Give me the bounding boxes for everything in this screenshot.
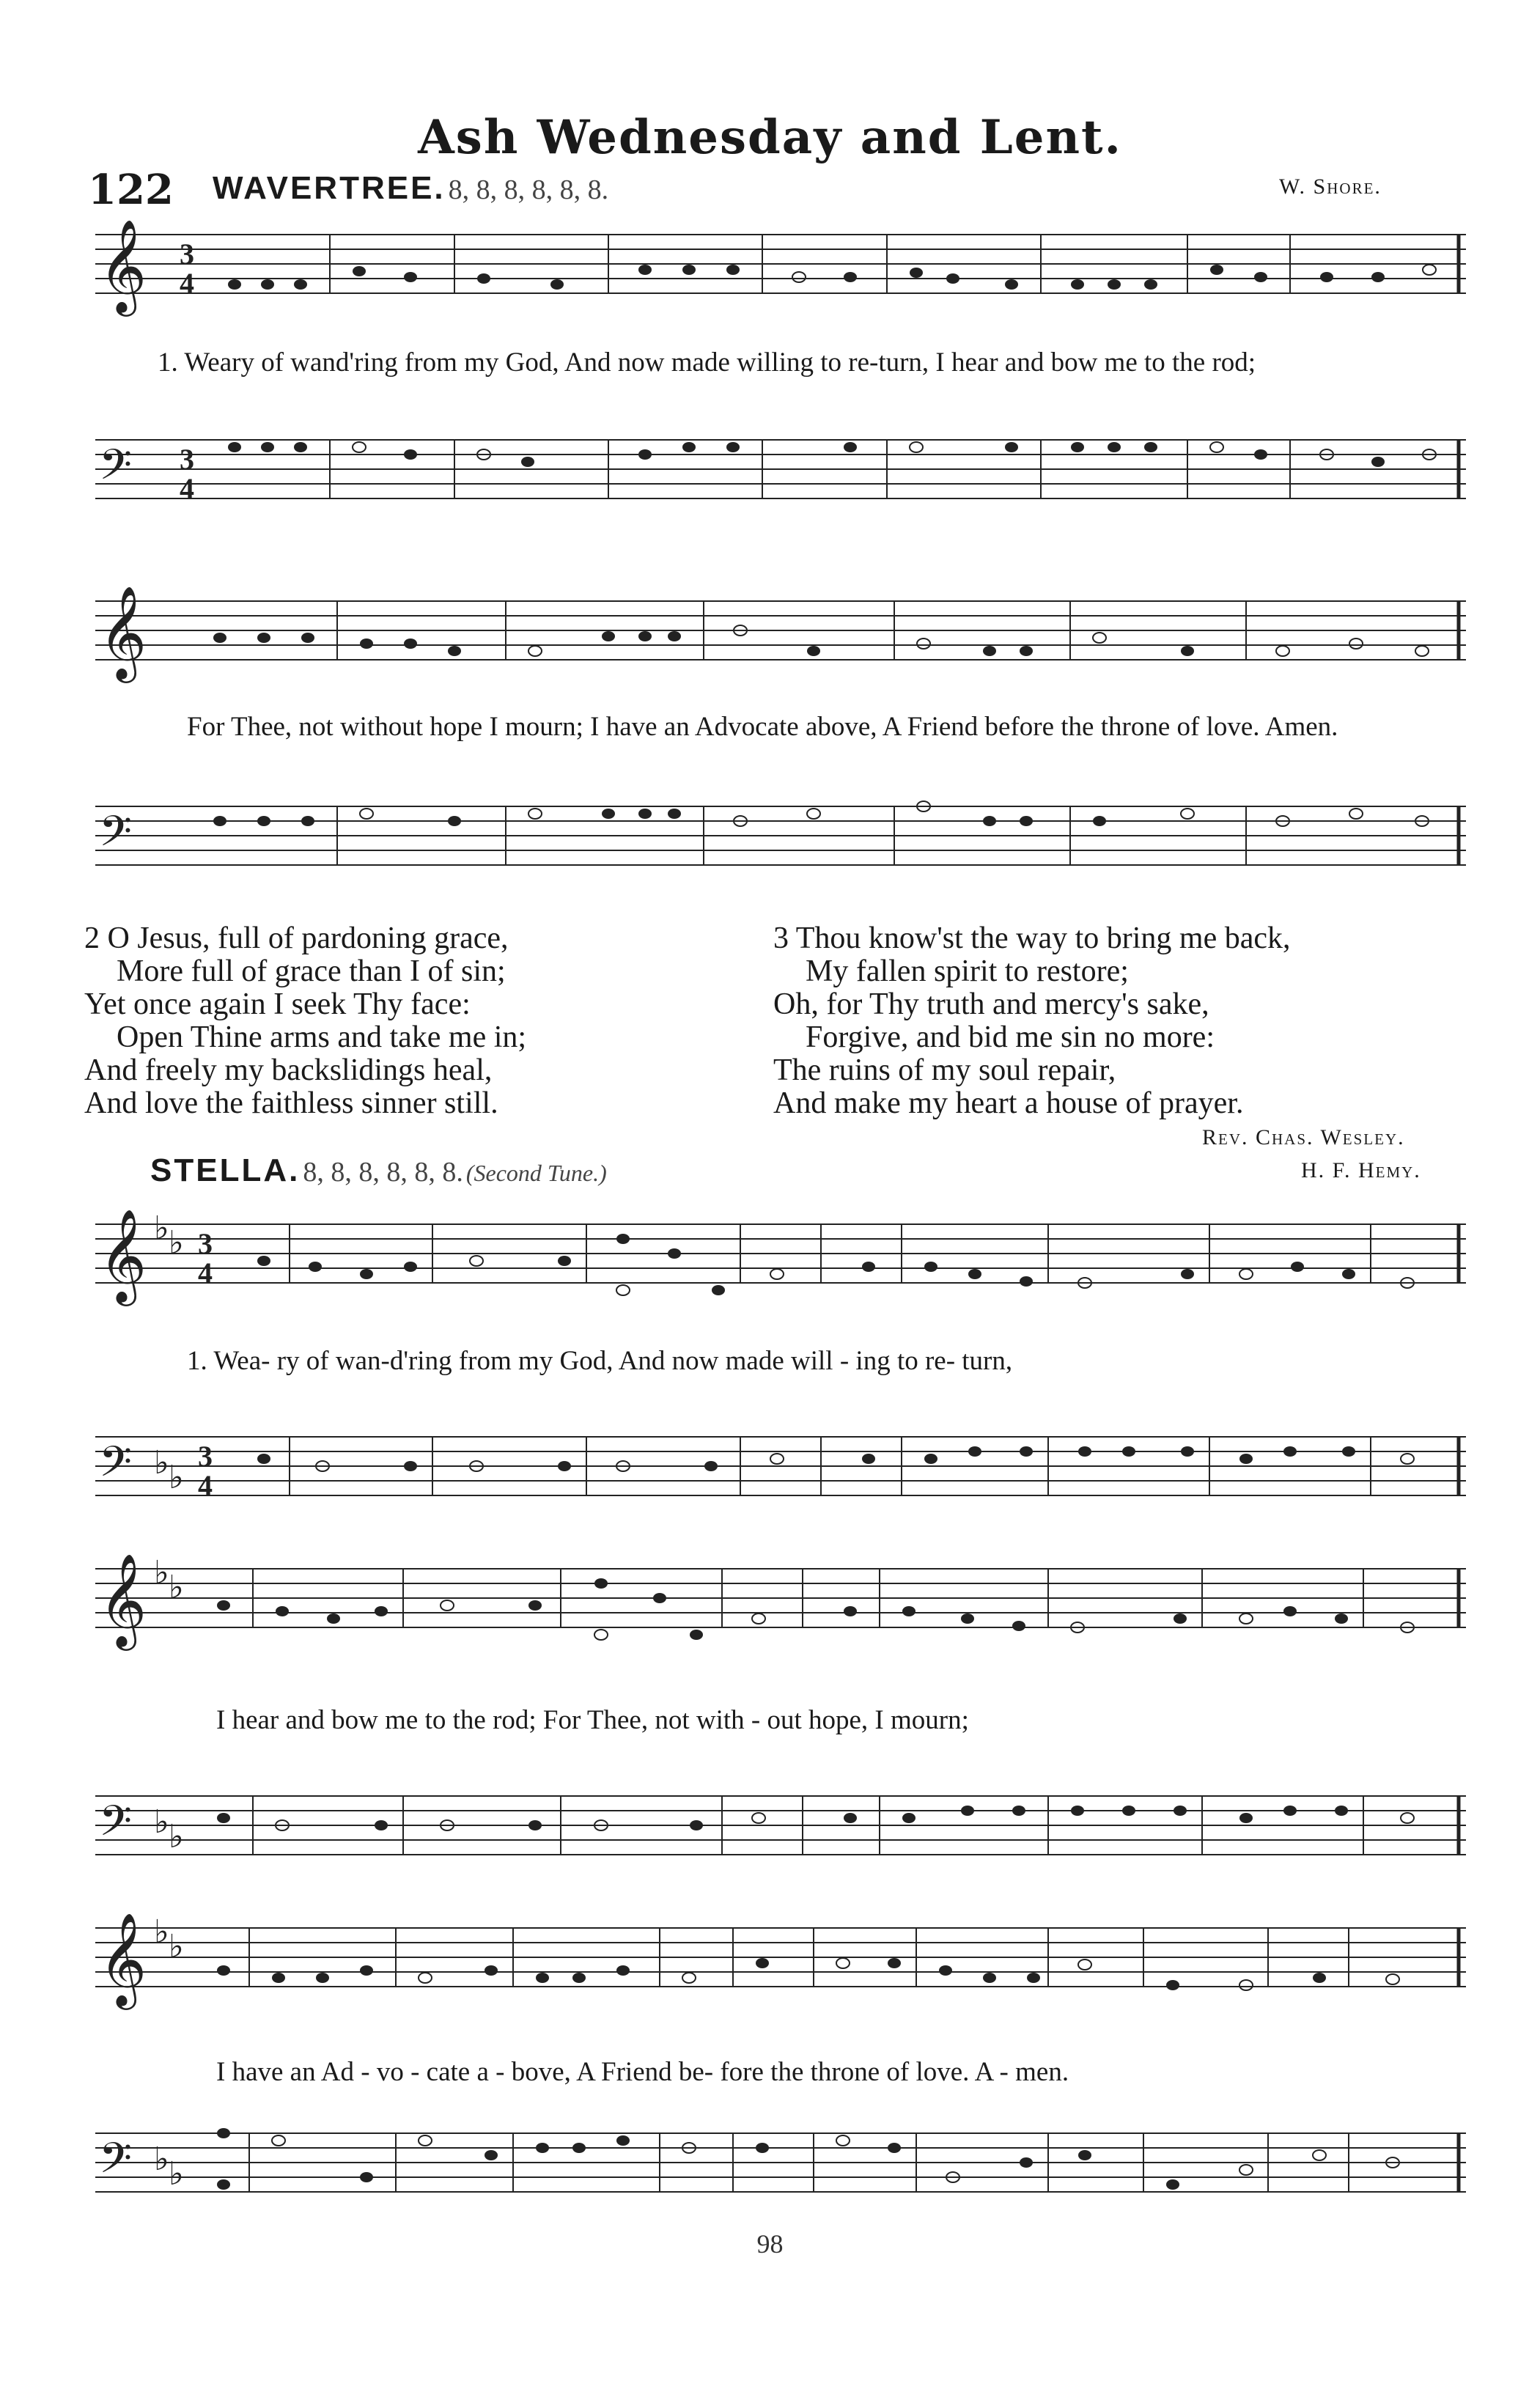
svg-text:♭: ♭: [169, 1929, 184, 1965]
svg-text:4: 4: [198, 1469, 213, 1502]
svg-text:♭: ♭: [154, 1445, 169, 1481]
verse-line: More full of grace than I of sin;: [117, 954, 506, 988]
svg-text:4: 4: [180, 267, 194, 300]
music-staff: [0, 1210, 1540, 1320]
svg-text:𝄢: 𝄢: [99, 1796, 133, 1856]
svg-text:♭: ♭: [154, 1804, 169, 1840]
svg-text:♭: ♭: [154, 1914, 169, 1950]
svg-text:3: 3: [198, 1440, 213, 1473]
verse-line: Forgive, and bid me sin no more:: [806, 1020, 1215, 1054]
svg-text:3: 3: [180, 238, 194, 271]
svg-text:♭: ♭: [154, 2141, 169, 2177]
svg-text:𝄞: 𝄞: [99, 1553, 147, 1646]
tune1-lyrics-line1: 1. Weary of wand'ring from my God, And now made willing to re-turn, I hear and bow me to the rod;: [158, 347, 1256, 378]
svg-text:𝄢: 𝄢: [99, 2133, 133, 2193]
svg-text:♭: ♭: [154, 1555, 169, 1591]
verse-line: And make my heart a house of prayer.: [773, 1086, 1244, 1120]
svg-text:𝄞: 𝄞: [99, 220, 147, 312]
section-title: Ash Wednesday and Lent.: [418, 110, 1122, 165]
music-staff: [0, 1737, 1540, 1884]
music-staff: [0, 396, 1540, 528]
verse-3: [773, 922, 1291, 1120]
tune2-name: STELLA.: [150, 1152, 301, 1188]
verse-line: Oh, for Thy truth and mercy's sake,: [773, 987, 1209, 1021]
hymn-number: 122: [88, 166, 174, 214]
tune1-composer: W. Shore.: [1279, 174, 1382, 199]
verse-2: [84, 922, 526, 1120]
music-staff: [0, 1906, 1540, 2016]
svg-text:4: 4: [180, 472, 194, 505]
svg-text:♭: ♭: [169, 1460, 184, 1495]
verse-line: And love the faithless sinner still.: [84, 1086, 498, 1120]
music-staff: [0, 2089, 1540, 2221]
music-staff: [0, 220, 1540, 330]
tune1-name: WAVERTREE.: [213, 170, 446, 206]
verse-line: 3 Thou know'st the way to bring me back,: [773, 921, 1291, 955]
svg-text:𝄢: 𝄢: [99, 440, 133, 500]
music-staff: [0, 1378, 1540, 1525]
verse-line: The ruins of my soul repair,: [773, 1053, 1116, 1087]
svg-text:♭: ♭: [169, 1819, 184, 1855]
tune2-composer: H. F. Hemy.: [1301, 1158, 1421, 1182]
tune2-subtitle: (Second Tune.): [465, 1160, 607, 1186]
tune2-heading: [150, 1152, 607, 1189]
verse-line: My fallen spirit to restore;: [806, 954, 1129, 988]
music-staff: [0, 586, 1540, 696]
svg-text:𝄢: 𝄢: [99, 1437, 133, 1497]
svg-text:♭: ♭: [169, 1569, 184, 1605]
svg-text:𝄢: 𝄢: [99, 806, 133, 866]
tune1-meter: 8, 8, 8, 8, 8, 8.: [448, 174, 609, 205]
music-staff: [0, 762, 1540, 894]
verse-line: And freely my backslidings heal,: [84, 1053, 493, 1087]
svg-text:𝄞: 𝄞: [99, 1912, 147, 2006]
tune1-heading: [213, 170, 608, 207]
svg-text:𝄞: 𝄞: [99, 586, 147, 679]
svg-text:♭: ♭: [169, 1225, 184, 1261]
tune2-lyrics-line1: 1. Wea- ry of wan-d'ring from my God, And now made will - ing to re- turn,: [187, 1346, 1013, 1376]
svg-text:𝄞: 𝄞: [99, 1210, 147, 1302]
tune2-meter: 8, 8, 8, 8, 8, 8.: [303, 1157, 463, 1188]
verse-line: Yet once again I seek Thy face:: [84, 987, 471, 1021]
hymn-author: Rev. Chas. Wesley.: [1202, 1125, 1405, 1149]
svg-text:♭: ♭: [169, 2156, 184, 2192]
svg-text:4: 4: [198, 1256, 213, 1289]
page-number: 98: [756, 2229, 784, 2259]
verse-line: Open Thine arms and take me in;: [117, 1020, 527, 1054]
tune1-lyrics-line2: For Thee, not without hope I mourn; I have an Advocate above, A Friend before the throne of love. Amen.: [187, 712, 1338, 742]
verse-line: 2 O Jesus, full of pardoning grace,: [84, 921, 509, 955]
svg-text:3: 3: [198, 1227, 213, 1260]
tune2-lyrics-line3: I have an Ad - vo - cate a - bove, A Friend be- fore the throne of love. A - men.: [216, 2057, 1069, 2087]
tune2-lyrics-line2: I hear and bow me to the rod; For Thee, not with - out hope, I mourn;: [216, 1705, 969, 1735]
svg-text:3: 3: [180, 443, 194, 476]
svg-text:♭: ♭: [154, 1210, 169, 1246]
music-staff: [0, 1547, 1540, 1671]
